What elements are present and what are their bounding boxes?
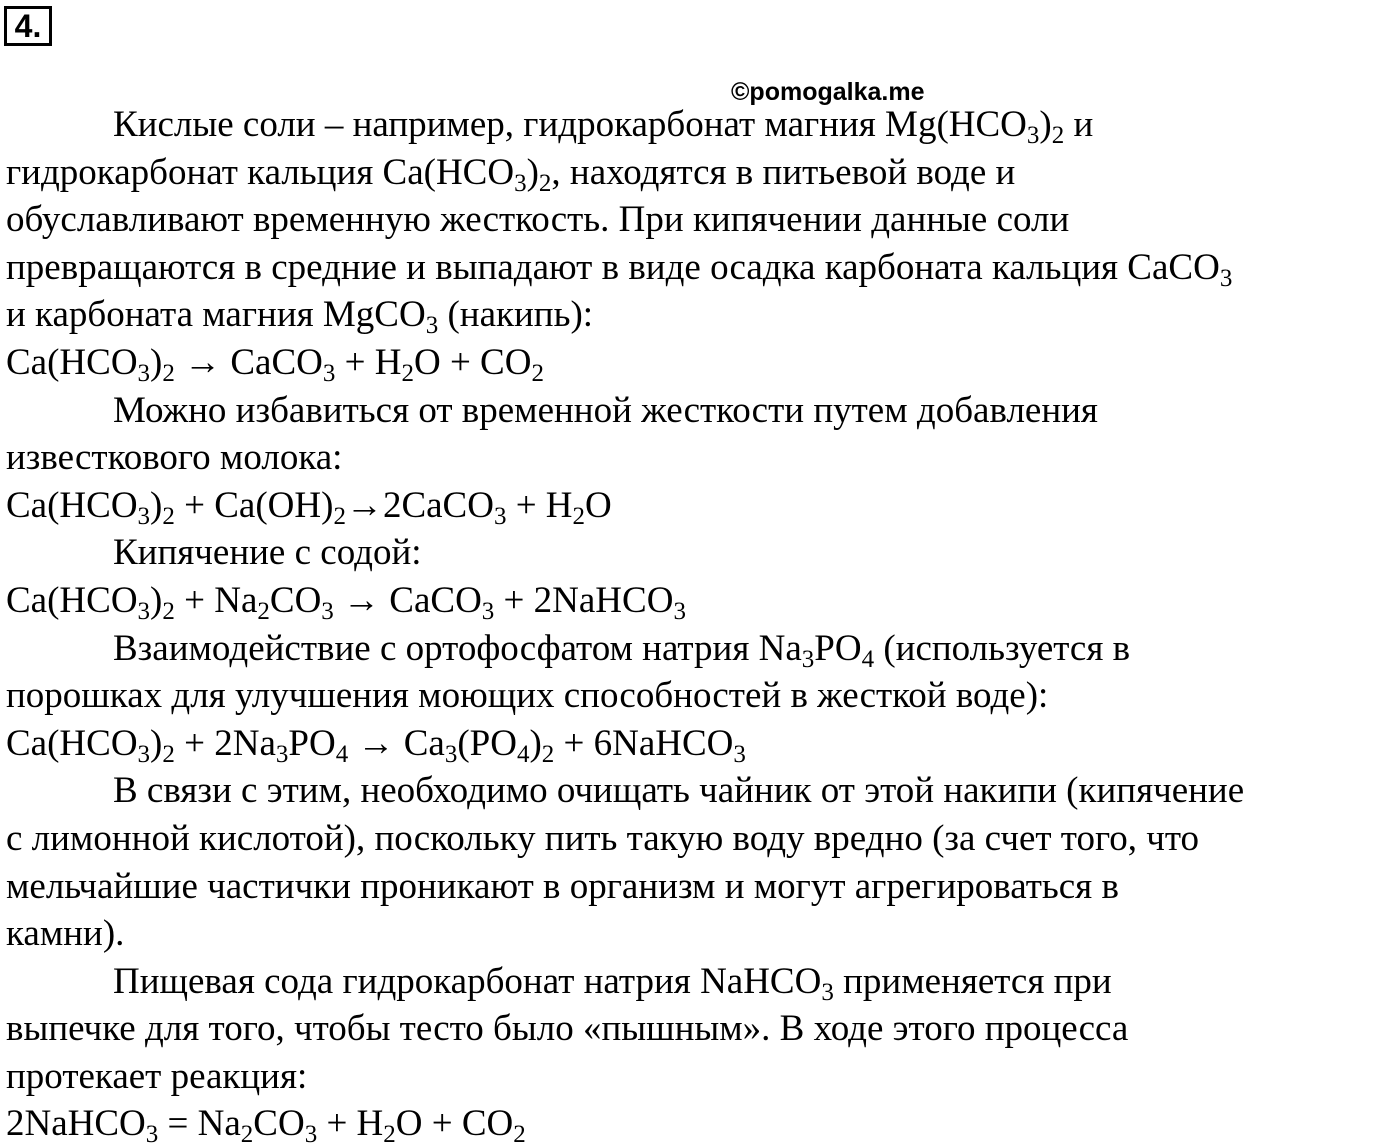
text-segment: и карбоната магния MgCO <box>6 294 426 336</box>
text-segment: Ca(HCO <box>6 484 138 526</box>
text-segment: O + CO <box>395 1103 514 1145</box>
task-number-box: 4. <box>4 6 52 46</box>
text-segment: + 2NaHCO <box>494 579 674 621</box>
subscript: 3 <box>425 312 439 340</box>
subscript: 4 <box>516 740 530 768</box>
text-segment: CO <box>269 579 322 621</box>
text-line <box>6 387 1384 435</box>
text-segment: превращаются в средние и выпадают в виде осадка карбоната кальция CaCO <box>6 246 1220 288</box>
text-line <box>6 958 1384 1006</box>
text-segment: ) <box>150 722 163 764</box>
subscript: 2 <box>333 502 346 530</box>
text-segment: ) <box>526 151 539 193</box>
subscript: 3 <box>275 740 289 768</box>
text-segment: выпечке для того, чтобы тесто было «пышным». В ходе этого процесса <box>6 1008 1129 1050</box>
text-segment: PO <box>814 627 862 669</box>
text-segment: обуславливают временную жесткость. При кипячении данные соли <box>6 199 1070 241</box>
text-line <box>6 196 1384 244</box>
text-segment: известкового молока: <box>6 437 343 479</box>
subscript: 3 <box>733 740 746 768</box>
subscript: 3 <box>514 169 527 197</box>
subscript: 2 <box>531 359 544 387</box>
subscript: 3 <box>444 740 458 768</box>
text-segment: Пищевая сода гидрокарбонат натрия NaHCO <box>113 960 822 1002</box>
text-segment: Кислые соли – например, гидрокарбонат магния Mg(HCO <box>113 104 1027 145</box>
text-segment: ) <box>150 484 163 526</box>
text-segment: (PO <box>457 722 517 764</box>
subscript: 3 <box>821 978 834 1006</box>
text-segment: с лимонной кислотой), поскольку пить такую воду вредно (за счет того, что <box>6 817 1200 859</box>
text-line <box>6 863 1384 911</box>
subscript: 3 <box>673 597 686 625</box>
subscript: 3 <box>801 645 815 673</box>
subscript: 2 <box>541 740 555 768</box>
text-segment: CO <box>253 1103 305 1145</box>
text-segment: ) <box>529 722 542 764</box>
text-line <box>6 910 1384 958</box>
text-segment: → Ca <box>348 722 445 764</box>
subscript: 3 <box>481 597 495 625</box>
text-line <box>6 149 1384 197</box>
text-segment: (накипь): <box>438 294 594 336</box>
text-segment: Взаимодействие с ортофосфатом натрия Na <box>113 627 802 669</box>
subscript: 2 <box>162 359 175 387</box>
subscript: 3 <box>145 1121 159 1148</box>
text-line <box>6 767 1384 815</box>
text-line <box>6 339 1384 387</box>
subscript: 2 <box>513 1121 526 1148</box>
document-body <box>6 101 1384 1148</box>
text-segment: + Ca(OH) <box>174 484 334 526</box>
subscript: 2 <box>1051 122 1065 149</box>
text-segment: Ca(HCO <box>6 341 138 383</box>
subscript: 2 <box>538 169 552 197</box>
text-segment: O <box>585 484 612 526</box>
text-line <box>6 720 1384 768</box>
text-segment: Можно избавиться от временной жесткости путем добавления <box>113 389 1098 431</box>
text-line <box>6 434 1384 482</box>
text-line <box>6 291 1384 339</box>
text-segment: + 6NaHCO <box>554 722 734 764</box>
subscript: 4 <box>335 740 349 768</box>
text-segment: (используется в <box>874 627 1131 669</box>
text-line <box>6 1005 1384 1053</box>
text-segment: , находятся в питьевой воде и <box>551 151 1016 193</box>
subscript: 3 <box>493 502 507 530</box>
subscript: 2 <box>572 502 586 530</box>
subscript: 3 <box>304 1121 318 1148</box>
text-segment: и <box>1064 104 1094 145</box>
text-line <box>6 625 1384 673</box>
text-segment: ) <box>1039 104 1052 145</box>
subscript: 2 <box>257 597 270 625</box>
text-segment: камни). <box>6 913 125 955</box>
subscript: 3 <box>322 359 336 387</box>
subscript: 4 <box>861 645 875 673</box>
subscript: 2 <box>240 1121 254 1148</box>
text-segment: гидрокарбонат кальция Ca(HCO <box>6 151 515 193</box>
subscript: 3 <box>321 597 334 625</box>
text-segment: O + CO <box>413 341 532 383</box>
text-segment: → CaCO <box>333 579 482 621</box>
text-segment: 2NaHCO <box>6 1103 146 1145</box>
text-segment: + H <box>335 341 402 383</box>
text-segment: = Na <box>158 1103 241 1145</box>
text-segment: ) <box>150 341 163 383</box>
text-segment: порошках для улучшения моющих способностей в жесткой воде): <box>6 675 1049 717</box>
subscript: 3 <box>137 740 151 768</box>
text-segment: PO <box>288 722 336 764</box>
text-segment: протекает реакция: <box>6 1055 308 1097</box>
text-line <box>6 1100 1384 1148</box>
subscript: 2 <box>162 502 175 530</box>
text-segment: + H <box>317 1103 384 1145</box>
subscript: 3 <box>137 502 151 530</box>
text-segment: + H <box>506 484 573 526</box>
subscript: 3 <box>137 359 151 387</box>
text-line <box>6 244 1384 292</box>
text-segment: Ca(HCO <box>6 722 138 764</box>
text-segment: применяется при <box>833 960 1112 1002</box>
text-line <box>6 815 1384 863</box>
watermark-text: ©pomogalka.me <box>731 78 925 106</box>
text-line <box>6 672 1384 720</box>
subscript: 2 <box>162 597 175 625</box>
text-segment: Кипячение с содой: <box>113 532 422 574</box>
text-segment: В связи с этим, необходимо очищать чайник от этой накипи (кипячение <box>113 770 1245 812</box>
text-segment: →2CaCO <box>345 484 494 526</box>
text-line <box>6 482 1384 530</box>
subscript: 3 <box>1026 122 1040 149</box>
subscript: 3 <box>1219 264 1233 292</box>
subscript: 2 <box>162 740 175 768</box>
text-line <box>6 1053 1384 1101</box>
text-segment: Ca(HCO <box>6 579 138 621</box>
text-segment: → CaCO <box>174 341 323 383</box>
subscript: 2 <box>401 359 414 387</box>
text-line <box>6 577 1384 625</box>
text-segment: мельчайшие частички проникают в организм и могут агрегироваться в <box>6 865 1119 907</box>
text-line <box>6 529 1384 577</box>
text-line <box>6 101 1384 149</box>
text-segment: ) <box>150 579 163 621</box>
text-segment: + 2Na <box>174 722 276 764</box>
subscript: 3 <box>137 597 151 625</box>
subscript: 2 <box>383 1121 396 1148</box>
text-segment: + Na <box>174 579 258 621</box>
